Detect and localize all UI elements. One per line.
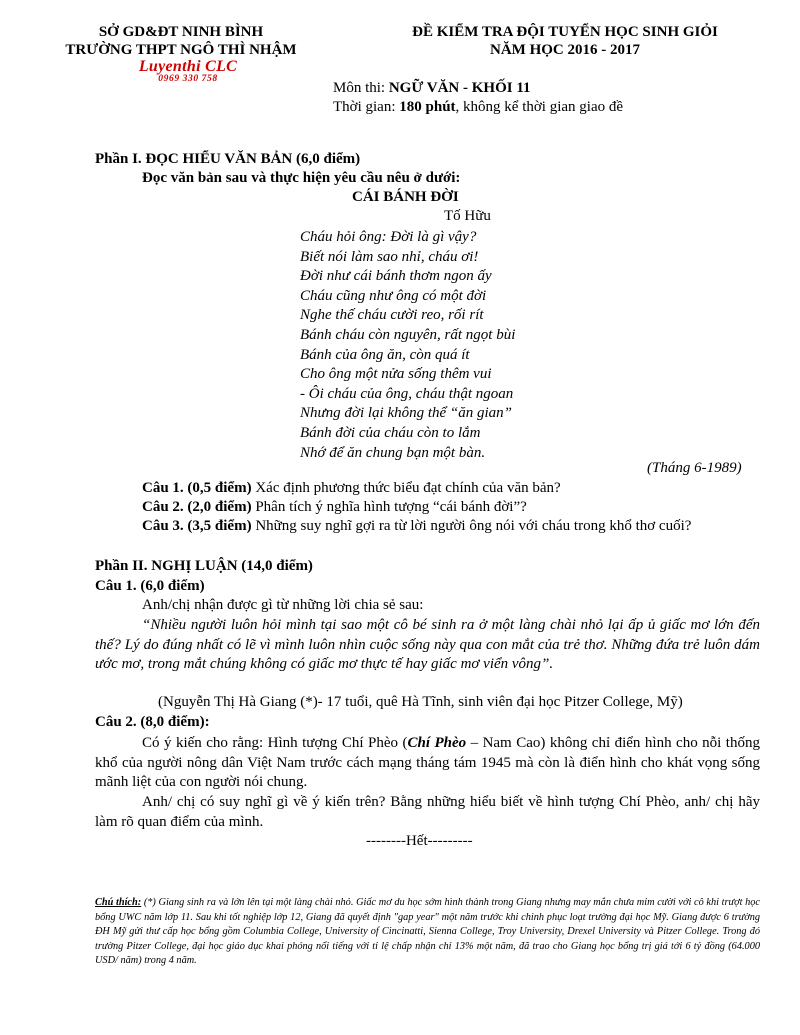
end-marker: --------Hết--------- — [366, 833, 473, 849]
subject-line: Môn thi: NGỮ VĂN - KHỐI 11 — [333, 80, 531, 96]
poem-author: Tố Hữu — [444, 208, 491, 224]
poem-line: Nhớ để ăn chung bạn một bàn. — [300, 444, 486, 461]
time-line: Thời gian: 180 phút, không kể thời gian giao đề — [333, 99, 624, 115]
logo-phone: 0969 330 758 — [158, 74, 218, 84]
poem-line: Cháu cũng như ông có một đời — [300, 287, 487, 304]
part2-q1-quote: “Nhiều người luôn hỏi mình tại sao một cô bé sinh ra ở một làng chài nhỏ lại ấp ủ giấc mơ lớn đến thế? Lý do đúng nhất có lẽ vì mình luôn nhìn cuộc sống này qua con mắt của trẻ thơ. Những đứa trẻ luôn dám ước mơ, trong mắt chúng không có giấc mơ thực tế hay giấc mơ viển vông”. — [95, 617, 760, 672]
part2-q2-title: Câu 2. (8,0 điểm): — [95, 714, 210, 730]
work-title: Chí Phèo — [407, 735, 467, 751]
poem-line: Nghe thế cháu cười reo, rối rít — [300, 307, 484, 324]
poem-line: Cho ông một nửa sống thêm vui — [300, 366, 492, 383]
school-year: NĂM HỌC 2016 - 2017 — [490, 42, 640, 58]
poem-title: CÁI BÁNH ĐỜI — [352, 189, 459, 205]
poem-line: Biết nói làm sao nhỉ, cháu ơi! — [300, 248, 479, 265]
poem-line: Đời như cái bánh thơm ngon ấy — [300, 268, 492, 285]
question-3: Câu 3. (3,5 điểm) Những suy nghĩ gợi ra từ lời người ông nói với cháu trong khổ thơ cuối? — [142, 518, 692, 534]
part2-q1-source: (Nguyễn Thị Hà Giang (*)- 17 tuổi, quê Hà Tĩnh, sinh viên đại học Pitzer College, Mỹ) — [158, 694, 683, 710]
part2-q1-intro: Anh/chị nhận được gì từ những lời chia sẻ sau: — [142, 597, 424, 613]
part1-title: Phần I. ĐỌC HIỂU VĂN BẢN (6,0 điểm) — [95, 151, 361, 167]
poem-line: Bánh của ông ăn, còn quá ít — [300, 346, 470, 363]
poem-line: Bánh cháu còn nguyên, rất ngọt bùi — [300, 326, 516, 343]
poem-body — [300, 228, 515, 463]
part2-q2-paragraph-1: Có ý kiến cho rằng: Hình tượng Chí Phèo (Chí Phèo – Nam Cao) không chỉ điển hình cho nỗi thống khổ của người nông dân Việt Nam trước cách mạng tháng tám 1945 mà còn là điển hình cho khát vọng sống mãnh liệt của con người nói chung. — [95, 735, 760, 790]
part1-instruction: Đọc văn bản sau và thực hiện yêu cầu nêu ở dưới: — [142, 170, 461, 186]
poem-date: (Tháng 6-1989) — [647, 460, 742, 476]
poem-line: Cháu hỏi ông: Đời là gì vậy? — [300, 229, 477, 245]
subject-value: NGỮ VĂN - KHỐI 11 — [388, 80, 531, 96]
question-2: Câu 2. (2,0 điểm) Phân tích ý nghĩa hình tượng “cái bánh đời”? — [142, 499, 527, 515]
logo-text: Luyenthi CLC — [138, 58, 238, 75]
part2-title: Phần II. NGHỊ LUẬN (14,0 điểm) — [95, 558, 313, 574]
poem-line: - Ôi cháu của ông, cháu thật ngoan — [300, 385, 514, 402]
footnote: Chú thích: (*) Giang sinh ra và lớn lên tại một làng chài nhỏ. Giấc mơ du học sớm hình thành trong Giang nhưng may mắn chưa mỉm cười với cô khi trượt học bổng UWC năm lớp 11. Sau khi tốt nghiệp lớp 12, Giang đã quyết định "gap year" một năm trước khi chinh phục loạt trường đại học Mỹ. Giang được 6 trường ĐH Mỹ gửi thư cấp học bổng gồm Columbia College, University of Cincinatti, Sienna College, Troy University, Drexel University và Pitzer College. Trong đó trường Pitzer College, đại học giáo dục khai phóng nổi tiếng với tỉ lệ chấp nhận chỉ 13% một năm, đã trao cho Giang học bổng trị giá tới 6 tỷ đồng (64.000 USD/ năm) trong 4 năm. — [95, 897, 760, 967]
footnote-label: Chú thích: — [95, 897, 142, 908]
poem-line: Nhưng đời lại không thể “ăn gian” — [300, 405, 513, 422]
school-name: TRƯỜNG THPT NGÔ THÌ NHẬM — [65, 42, 297, 58]
poem-line: Bánh đời của cháu còn to lắm — [300, 424, 481, 441]
part2-q1-title: Câu 1. (6,0 điểm) — [95, 578, 205, 594]
school-department: SỞ GD&ĐT NINH BÌNH — [98, 24, 264, 40]
question-1: Câu 1. (0,5 điểm) Xác định phương thức biểu đạt chính của văn bản? — [142, 480, 561, 496]
time-value: 180 phút — [399, 99, 456, 115]
exam-title: ĐỀ KIỂM TRA ĐỘI TUYỂN HỌC SINH GIỎI — [412, 24, 718, 40]
part2-q2-paragraph-2: Anh/ chị có suy nghĩ gì về ý kiến trên? Bằng những hiểu biết về hình tượng Chí Phèo, anh/ chị hãy làm rõ quan điểm của mình. — [95, 794, 760, 830]
luyenthi-logo — [118, 58, 258, 84]
